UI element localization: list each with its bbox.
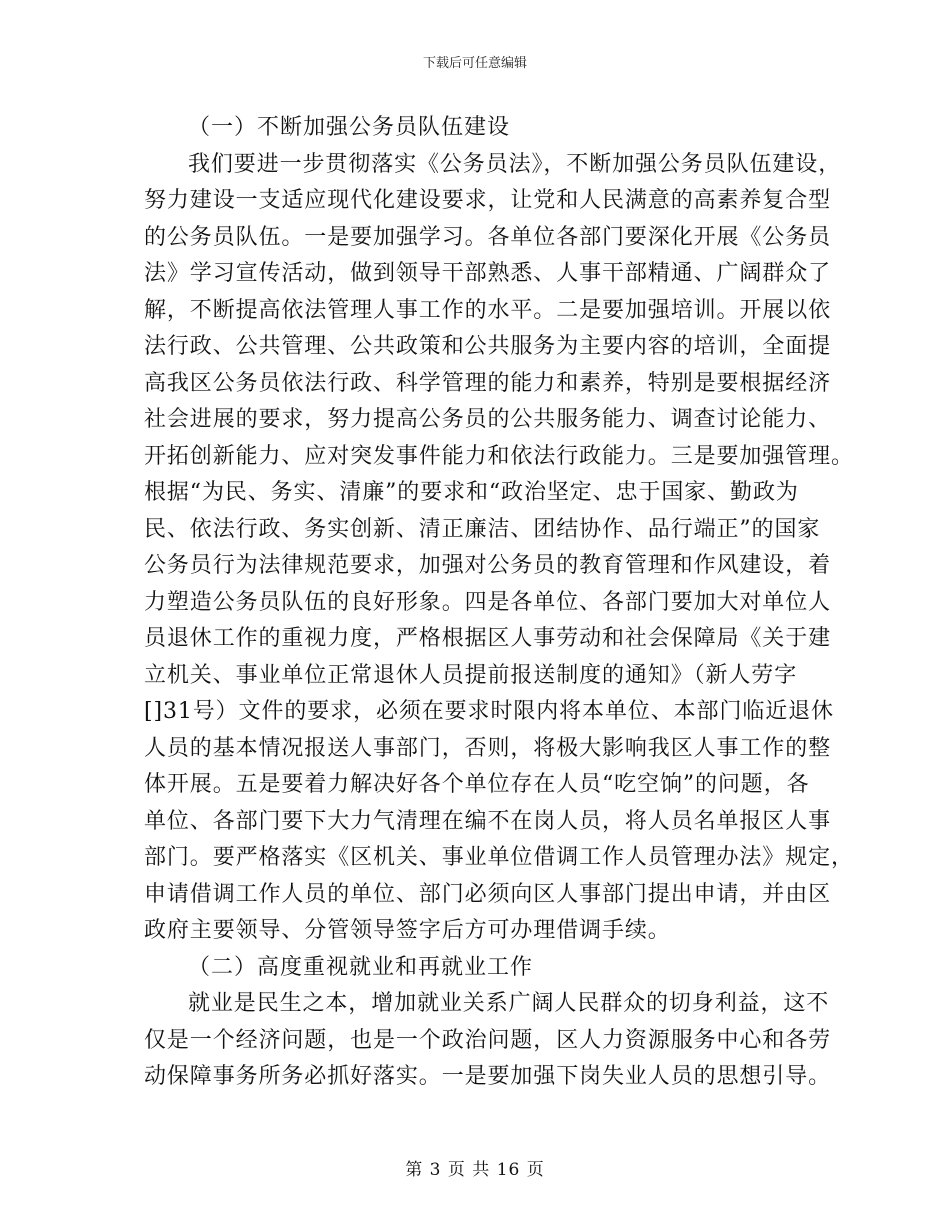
paragraph-line: 根据“为民、务实、清廉”的要求和“政治坚定、忠于国家、勤政为	[144, 480, 799, 505]
paragraph-line: 法》学习宣传活动，做到领导干部熟悉、人事干部精通、广阔群众了	[144, 261, 832, 286]
paragraph-line: 解，不断提高依法管理人事工作的水平。二是要加强培训。开展以依	[144, 297, 832, 323]
document-body	[144, 110, 854, 1096]
paragraph-line: 民、依法行政、务实创新、清正廉洁、团结协作、品行端正”的国家	[144, 516, 821, 542]
paragraph-line: 社会进展的要求，努力提高公务员的公共服务能力、调查讨论能力、	[144, 407, 832, 432]
paragraph-line: 高我区公务员依法行政、科学管理的能力和素养，特别是要根据经济	[144, 370, 832, 396]
paragraph-line: 仅是一个经济问题，也是一个政治问题，区人力资源服务中心和各劳	[144, 1027, 832, 1053]
paragraph-line: 员退休工作的重视力度，严格根据区人事劳动和社会保障局《关于建	[144, 626, 832, 651]
paragraph-line: 动保障事务所务必抓好落实。一是要加强下岗失业人员的思想引导。	[144, 1064, 832, 1089]
paragraph-line: 我们要进一步贯彻落实《公务员法》，不断加强公务员队伍建设，	[188, 151, 842, 177]
paragraph-line: 开拓创新能力、应对突发事件能力和依法行政能力。三是要加强管理。	[144, 443, 854, 469]
paragraph-line: 单位、各部门要下大力气清理在编不在岗人员，将人员名单报区人事	[144, 808, 832, 834]
paragraph-line: 就业是民生之本，增加就业关系广阔人民群众的切身利益，这不	[188, 991, 830, 1016]
paragraph-line: 力塑造公务员队伍的良好形象。四是各单位、各部门要加大对单位人	[144, 589, 832, 615]
paragraph-line: 体开展。五是要着力解决好各个单位存在人员“吃空饷”的问题，各	[144, 772, 810, 797]
paragraph-line: 法行政、公共管理、公共政策和公共服务为主要内容的培训，全面提	[144, 334, 832, 359]
paragraph-line: 的公务员队伍。一是要加强学习。各单位各部门要深化开展《公务员	[144, 224, 832, 250]
paragraph-line: 人员的基本情况报送人事部门，否则，将极大影响我区人事工作的整	[144, 735, 832, 761]
section-heading-1: （一）不断加强公务员队伍建设	[188, 115, 511, 140]
page-number-footer: 第 3 页 共 16 页	[405, 1160, 545, 1180]
paragraph-line: 公务员行为法律规范要求，加强对公务员的教育管理和作风建设，着	[144, 553, 832, 578]
paragraph-line: []31号）文件的要求，必须在要求时限内将本单位、本部门临近退休	[144, 699, 834, 724]
page-header: 下载后可任意编辑	[422, 56, 527, 71]
paragraph-line: 立机关、事业单位正常退休人员提前报送制度的通知》（新人劳字	[144, 662, 798, 688]
paragraph-line: 努力建设一支适应现代化建设要求，让党和人民满意的高素养复合型	[144, 188, 832, 213]
section-heading-2: （二）高度重视就业和再就业工作	[188, 954, 534, 980]
paragraph-line: 政府主要领导、分管领导签字后方可办理借调手续。	[144, 918, 671, 943]
paragraph-line: 申请借调工作人员的单位、部门必须向区人事部门提出申请，并由区	[144, 881, 832, 907]
paragraph-line: 部门。要严格落实《区机关、事业单位借调工作人员管理办法》规定，	[144, 845, 854, 870]
